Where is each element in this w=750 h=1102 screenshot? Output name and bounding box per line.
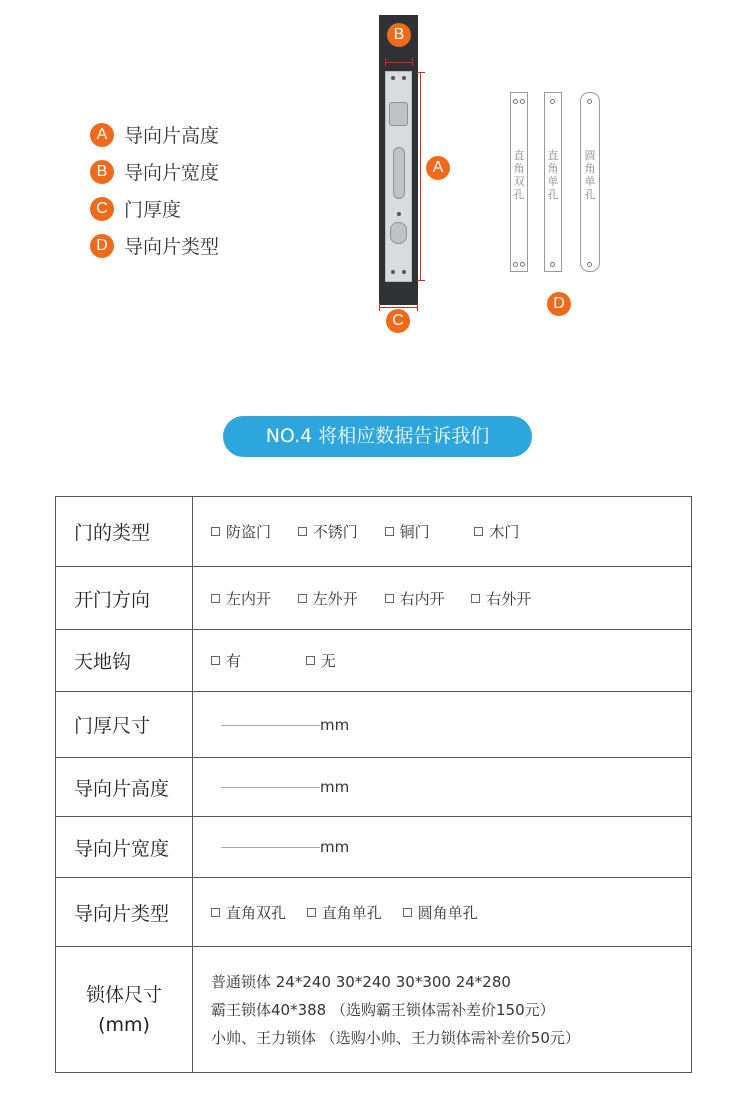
diagram-badge-b: B xyxy=(387,23,411,47)
badge-c: C xyxy=(90,197,114,221)
dimension-a xyxy=(420,72,421,280)
badge-b: B xyxy=(90,160,114,184)
order-form xyxy=(55,496,692,1073)
legend xyxy=(90,116,219,264)
row-input xyxy=(193,817,692,878)
strip-label: 直 角 双 孔 xyxy=(513,149,525,201)
legend-item xyxy=(90,116,219,153)
latch-slot xyxy=(393,147,405,199)
row-options xyxy=(193,630,692,692)
door-thickness-input[interactable] xyxy=(221,725,320,726)
row-label: 开门方向 xyxy=(56,567,193,630)
option-checkbox[interactable]: 不锈门 xyxy=(298,521,358,542)
plate-height-input[interactable] xyxy=(221,787,320,788)
lock-size-line: 小帅、王力锁体 （选购小帅、王力锁体需补差价50元） xyxy=(211,1028,580,1047)
checkbox-icon[interactable] xyxy=(211,594,220,603)
option-checkbox[interactable]: 木门 xyxy=(474,521,519,542)
checkbox-icon[interactable] xyxy=(306,656,315,665)
row-label: 导向片类型 xyxy=(56,878,193,947)
form-row xyxy=(56,692,692,758)
option-checkbox[interactable]: 右外开 xyxy=(471,588,531,609)
diagram-badge-a: A xyxy=(426,156,450,180)
option-checkbox[interactable]: 左内开 xyxy=(211,588,271,609)
checkbox-icon[interactable] xyxy=(298,594,307,603)
plate-hole xyxy=(402,76,406,80)
strip-hole xyxy=(513,262,518,267)
strip-hole xyxy=(520,262,525,267)
badge-d: D xyxy=(90,234,114,258)
strip-hole xyxy=(520,99,525,104)
dimension-c-tick xyxy=(379,303,380,311)
dimension-a-cap xyxy=(417,280,425,281)
legend-item xyxy=(90,153,219,190)
checkbox-icon[interactable] xyxy=(298,527,307,536)
latch-opening xyxy=(389,102,408,126)
row-label: 导向片高度 xyxy=(56,758,193,817)
form-row xyxy=(56,817,692,878)
dimension-b xyxy=(385,62,413,63)
option-checkbox[interactable]: 右内开 xyxy=(385,588,445,609)
checkbox-icon[interactable] xyxy=(403,908,412,917)
badge-a: A xyxy=(90,123,114,147)
strip-hole xyxy=(513,99,518,104)
option-checkbox[interactable]: 防盗门 xyxy=(211,521,271,542)
legend-text: 门厚度 xyxy=(124,199,182,221)
row-label: 门的类型 xyxy=(56,497,193,567)
row-input xyxy=(193,692,692,758)
section-title: NO.4 将相应数据告诉我们 xyxy=(223,416,532,457)
diagram-badge-d: D xyxy=(547,292,571,316)
form-row xyxy=(56,878,692,947)
plate-width-input[interactable] xyxy=(221,847,320,848)
diagram-badge-c: C xyxy=(386,309,410,333)
dimension-b-tick xyxy=(385,58,386,66)
row-options xyxy=(193,878,692,947)
form-row xyxy=(56,567,692,630)
plate-hole xyxy=(391,76,395,80)
row-label: 天地钩 xyxy=(56,630,193,692)
checkbox-icon[interactable] xyxy=(385,594,394,603)
option-checkbox[interactable]: 左外开 xyxy=(298,588,358,609)
guide-plate xyxy=(385,71,412,282)
checkbox-icon[interactable] xyxy=(211,656,220,665)
strip-hole xyxy=(587,262,592,267)
strip-round-single xyxy=(580,92,600,272)
option-checkbox[interactable]: 直角双孔 xyxy=(211,902,286,923)
legend-text: 导向片类型 xyxy=(124,236,220,258)
plate-hole xyxy=(402,270,406,274)
checkbox-icon[interactable] xyxy=(211,908,220,917)
dimension-b-tick xyxy=(412,58,413,66)
lock-size-info xyxy=(193,947,692,1073)
legend-item xyxy=(90,227,219,264)
legend-text: 导向片高度 xyxy=(124,125,220,147)
option-checkbox[interactable]: 有 xyxy=(211,650,241,671)
lock-size-line: 普通锁体 24*240 30*240 30*300 24*280 xyxy=(211,972,511,991)
strip-square-single xyxy=(544,92,562,272)
deadbolt-opening xyxy=(390,222,407,244)
form-row xyxy=(56,758,692,817)
unit-label: mm xyxy=(320,778,350,796)
strip-hole xyxy=(587,99,592,104)
legend-item xyxy=(90,190,219,227)
option-checkbox[interactable]: 圆角单孔 xyxy=(403,902,478,923)
dimension-a-cap xyxy=(417,72,425,73)
strip-label: 圆 角 单 孔 xyxy=(584,149,596,201)
option-checkbox[interactable]: 无 xyxy=(306,650,336,671)
row-label xyxy=(56,947,193,1073)
option-checkbox[interactable]: 直角单孔 xyxy=(307,902,382,923)
checkbox-icon[interactable] xyxy=(211,527,220,536)
checkbox-icon[interactable] xyxy=(385,527,394,536)
unit-label: mm xyxy=(320,838,350,856)
strip-label: 直 角 单 孔 xyxy=(547,149,559,201)
row-input xyxy=(193,758,692,817)
legend-text: 导向片宽度 xyxy=(124,162,220,184)
row-label-line: 锁体尺寸 xyxy=(85,983,162,1006)
row-label: 门厚尺寸 xyxy=(56,692,193,758)
unit-label: mm xyxy=(320,715,350,734)
dimension-c xyxy=(379,307,418,308)
row-label: 导向片宽度 xyxy=(56,817,193,878)
dimension-c-tick xyxy=(417,303,418,311)
form-row xyxy=(56,947,692,1073)
plate-hole xyxy=(397,212,401,216)
strip-hole xyxy=(550,99,555,104)
checkbox-icon[interactable] xyxy=(307,908,316,917)
option-checkbox[interactable]: 铜门 xyxy=(385,521,430,542)
checkbox-icon[interactable] xyxy=(474,527,483,536)
row-options xyxy=(193,497,692,567)
plate-hole xyxy=(391,270,395,274)
strip-hole xyxy=(550,262,555,267)
row-label-unit: (mm) xyxy=(98,1013,150,1036)
form-row xyxy=(56,497,692,567)
row-options xyxy=(193,567,692,630)
strip-square-double xyxy=(510,92,528,272)
lock-size-line: 霸王锁体40*388 （选购霸王锁体需补差价150元） xyxy=(211,1000,555,1019)
checkbox-icon[interactable] xyxy=(471,594,480,603)
form-row xyxy=(56,630,692,692)
